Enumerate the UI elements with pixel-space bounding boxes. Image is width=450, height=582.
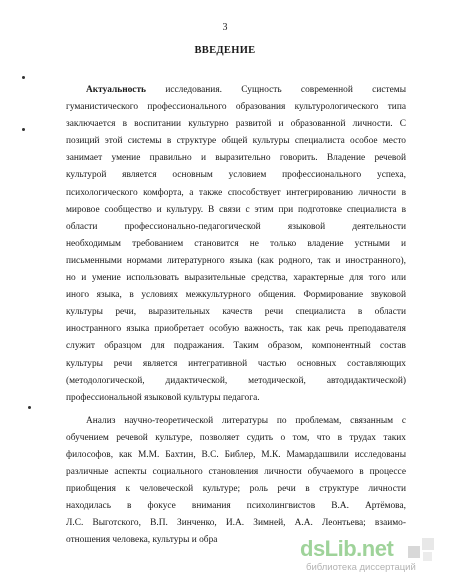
paragraph-2 bbox=[66, 413, 406, 550]
text-line: но и умение использовать выразительные средства, характерные для того или bbox=[66, 273, 406, 284]
text-line: (методологической, дидактической, методической, автодидактической) bbox=[66, 375, 406, 386]
text-line: различные аспекты социального становления личности обучаемого в процессе bbox=[66, 467, 406, 478]
text-line: Анализ научно-теоретической литературы по проблемам, связанным с bbox=[86, 415, 406, 426]
bold-lead: Актуальность bbox=[86, 85, 147, 95]
watermark bbox=[300, 534, 440, 574]
text-line: психологического комфорта, а также способствует интегрированию личности в bbox=[66, 187, 406, 198]
text-line: культурой является основным условием профессионального успеха, bbox=[66, 170, 406, 181]
text-line: приобщения к человеческой культуре; роль речи в структуре личности bbox=[66, 484, 406, 495]
text-line: мировое сообщество и культуру. В связи с этим при подготовке специалиста в bbox=[66, 204, 406, 215]
watermark-tagline: библиотека диссертаций bbox=[306, 562, 416, 573]
scan-dot bbox=[22, 128, 25, 131]
body-text bbox=[66, 82, 406, 550]
text-line: отношения человека, культуры и обра bbox=[66, 535, 218, 546]
text-line: гуманистического профессионального образования культурологического типа bbox=[66, 102, 406, 113]
text-line: профессиональной языковой культуры педагога. bbox=[66, 392, 260, 403]
text-line: культуры речи является интегративной частью основных составляющих bbox=[66, 358, 406, 369]
text-line: культуры речи, выразительных качеств речи специалиста в области bbox=[66, 307, 406, 318]
text-line: занимает умение правильно и выразительно говорить. Владение речевой bbox=[66, 153, 406, 164]
text-line: области профессионально-педагогической языковой деятельности bbox=[66, 221, 406, 232]
paragraph-1 bbox=[66, 82, 406, 407]
text-line: заключается в воспитании культурно развитой и образованной личности. С bbox=[66, 119, 406, 130]
scan-dot bbox=[22, 76, 25, 79]
logo-tile-icon bbox=[423, 552, 432, 561]
text-line bbox=[66, 82, 406, 99]
logo-tile-icon bbox=[408, 546, 420, 558]
text-line: обучением речевой культуре, позволяет судить о том, что в трудах таких bbox=[66, 432, 406, 443]
text-line: находилась в фокусе внимания психолингвистов В.А. Артёмова, bbox=[66, 501, 406, 512]
text-line: иного языка, в условиях межкультурного общения. Формирование звуковой bbox=[66, 290, 406, 301]
text-line: Л.С. Выготского, В.П. Зинченко, И.А. Зимней, А.А. Леонтьева; взаимо- bbox=[66, 518, 406, 529]
text-line: необходимым требованием становится не только владение устными и bbox=[66, 238, 406, 249]
text-line: письменными нормами литературного языка (как родного, так и иностранного), bbox=[66, 255, 406, 266]
page-number: 3 bbox=[222, 22, 228, 33]
text-line: философов, как М.М. Бахтин, В.С. Библер, М.К. Мамардашвили исследованы bbox=[66, 449, 406, 460]
section-heading: ВВЕДЕНИЕ bbox=[194, 45, 256, 56]
logo-tile-icon bbox=[422, 538, 434, 550]
lead-rest: исследования. Сущность современной системы bbox=[165, 85, 406, 95]
text-line: позиций этой системы в структуре общей культуры специалиста особое место bbox=[66, 136, 406, 147]
watermark-brand: dsLib.net bbox=[300, 536, 394, 561]
text-line: служит образцом для подражания. Таким образом, компонентный состав bbox=[66, 341, 406, 352]
scan-dot bbox=[28, 406, 31, 409]
text-line: иностранного языка приобретает особую важность, так как речь преподавателя bbox=[66, 324, 406, 335]
